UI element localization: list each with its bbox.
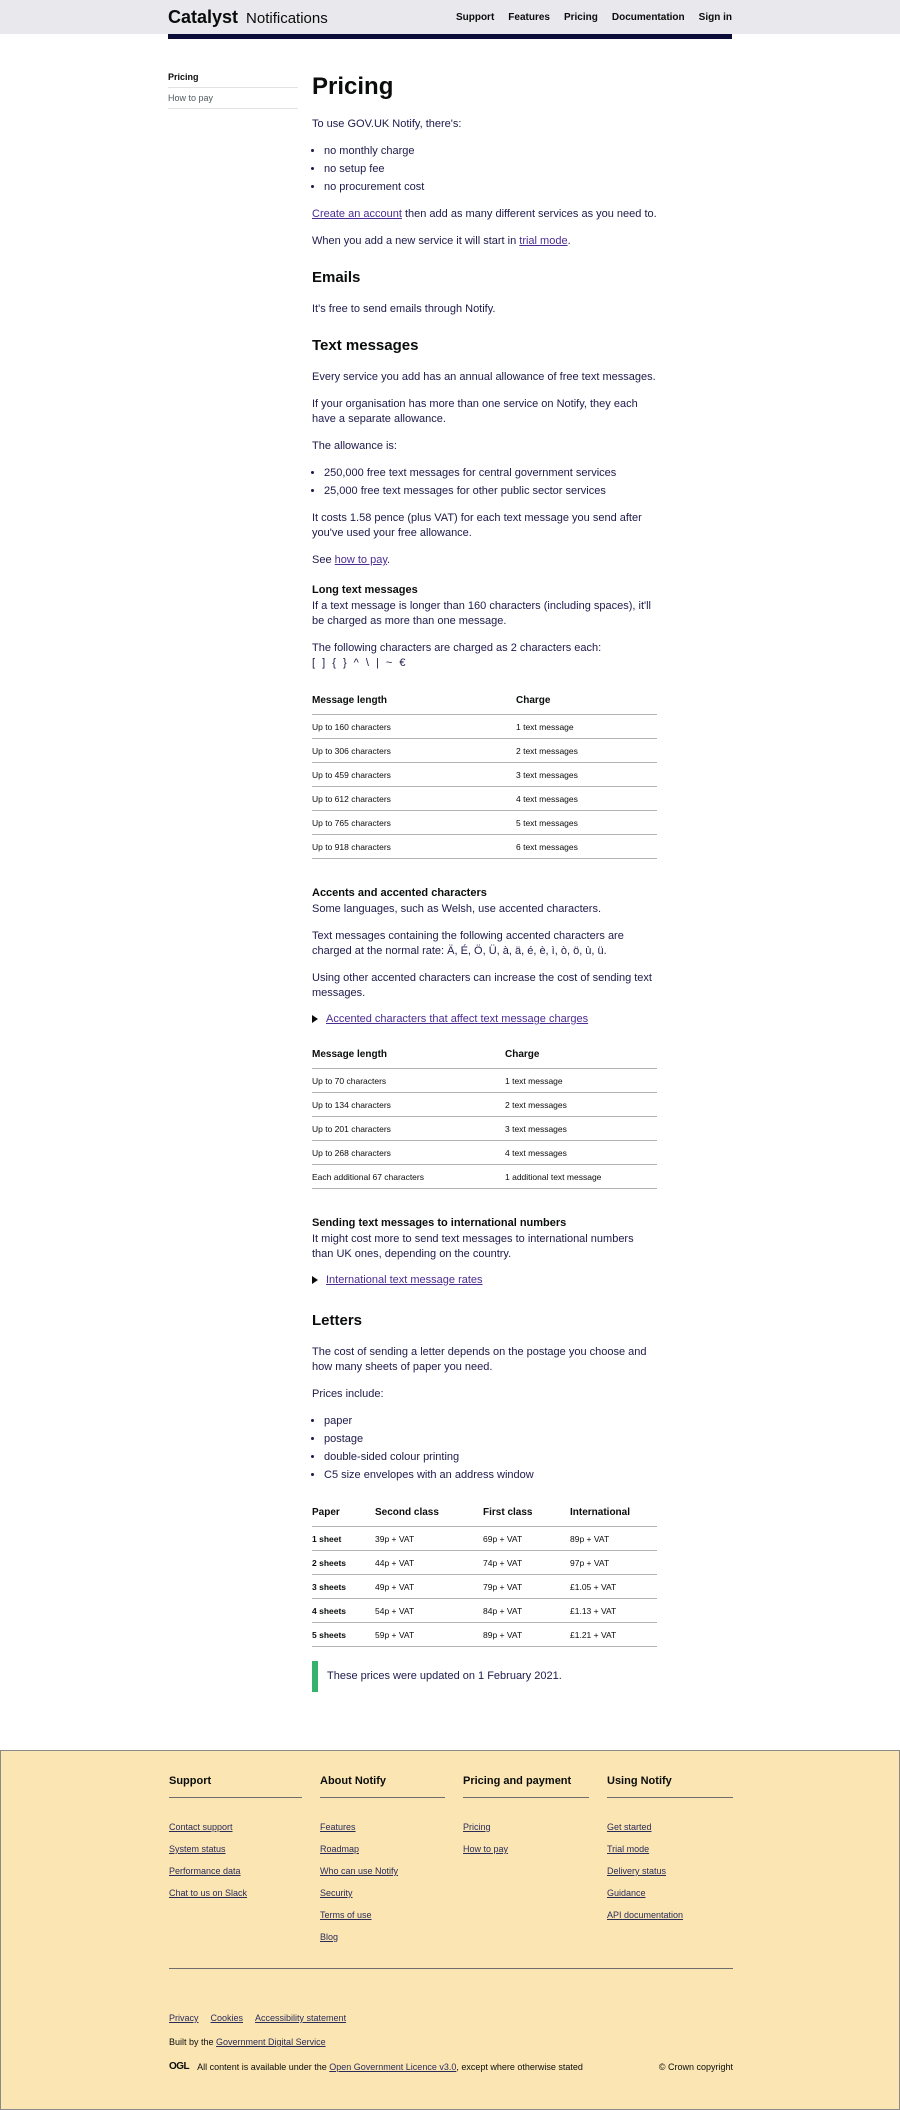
footer-heading: About Notify: [320, 1775, 445, 1798]
header-inner: [168, 0, 732, 34]
table-cell: 97p + VAT: [570, 1551, 657, 1575]
footer-link-features[interactable]: Features: [320, 1822, 356, 1832]
subnav-item-how-to-pay[interactable]: [168, 88, 298, 109]
inset-text: These prices were updated on 1 February 2021.: [327, 1670, 562, 1682]
accented-characters-summary[interactable]: Accented characters that affect text message charges: [326, 1013, 589, 1025]
site-footer: [0, 1750, 900, 2110]
footer-link-performance-data[interactable]: Performance data: [169, 1866, 241, 1876]
table-row: [312, 739, 657, 763]
trial-paragraph: [312, 234, 657, 249]
column-header: First class: [483, 1503, 570, 1527]
subnav-label: Pricing: [168, 72, 199, 82]
licence-statement: [197, 2062, 583, 2072]
see-text: See: [312, 554, 335, 566]
licence-text: [169, 2061, 583, 2072]
table-cell: 79p + VAT: [483, 1575, 570, 1599]
create-account-link[interactable]: Create an account: [312, 208, 402, 220]
table-header-row: [312, 691, 657, 715]
footer-link-blog[interactable]: Blog: [320, 1932, 339, 1942]
subnav-item-pricing[interactable]: [168, 67, 298, 88]
table-row: [312, 715, 657, 739]
footer-link-system-status[interactable]: System status: [169, 1844, 226, 1854]
table-cell: Up to 201 characters: [312, 1117, 505, 1141]
list-item: • double-sided colour printing: [324, 1450, 657, 1465]
create-account-paragraph: [312, 207, 657, 222]
table-cell: 74p + VAT: [483, 1551, 570, 1575]
letter-prices-table: [312, 1503, 657, 1647]
footer-heading: Pricing and payment: [463, 1775, 589, 1798]
footer-heading: Support: [169, 1775, 302, 1798]
trial-text-end: .: [567, 235, 571, 247]
long-text-chars-paragraph: [312, 641, 657, 671]
table-cell: £1.05 + VAT: [570, 1575, 657, 1599]
footer-link-accessibility[interactable]: Accessibility statement: [255, 2013, 347, 2023]
international-paragraph: It might cost more to send text messages to international numbers than UK ones, depending on the country.: [312, 1233, 634, 1260]
table-cell: 5 text messages: [516, 811, 657, 835]
list-item: • no monthly charge: [324, 144, 657, 159]
nav-sign-in[interactable]: Sign in: [698, 11, 732, 23]
column-header: Second class: [375, 1503, 483, 1527]
text-paragraph: The allowance is:: [312, 440, 397, 452]
intro-list: [324, 144, 657, 195]
brand: [168, 7, 328, 28]
long-text-table: [312, 691, 657, 859]
table-row: [312, 1165, 657, 1189]
table-cell: Up to 160 characters: [312, 715, 516, 739]
text-paragraph: Every service you add has an annual allowance of free text messages.: [312, 371, 656, 383]
table-cell: 1 additional text message: [505, 1165, 657, 1189]
subnav-label: How to pay: [168, 93, 214, 103]
footer-link-pricing[interactable]: Pricing: [463, 1822, 491, 1832]
international-rates-summary[interactable]: International text message rates: [326, 1274, 483, 1286]
footer-link-delivery-status[interactable]: Delivery status: [607, 1866, 667, 1876]
footer-link-roadmap[interactable]: Roadmap: [320, 1844, 360, 1854]
service-name[interactable]: Notifications: [246, 9, 328, 27]
footer-link-cookies[interactable]: Cookies: [210, 2013, 244, 2023]
expand-triangle-icon: [312, 1276, 318, 1284]
top-nav: [456, 12, 732, 23]
nav-support[interactable]: Support: [455, 11, 495, 23]
table-cell: 1 text message: [505, 1069, 657, 1093]
accents-paragraph: Using other accented characters can increase the cost of sending text messages.: [312, 972, 652, 999]
ogl-licence-link[interactable]: Open Government Licence v3.0: [329, 2061, 457, 2072]
letters-heading: Letters: [312, 1312, 363, 1329]
footer-column-pricing: [463, 1775, 607, 1954]
brand-logo[interactable]: Catalyst: [168, 6, 239, 27]
table-cell: Up to 918 characters: [312, 835, 516, 859]
table-row: [312, 1527, 657, 1551]
column-header: International: [570, 1503, 657, 1527]
table-cell: 4 text messages: [505, 1141, 657, 1165]
accents-paragraph: Text messages containing the following accented characters are charged at the normal rate: Ä, É, Ö, Ü, à, ä, é, è, ì, ò, ö, ù, ü.: [312, 930, 624, 957]
long-text-paragraph: If a text message is longer than 160 characters (including spaces), it'll be charged as more than one message.: [312, 600, 651, 627]
table-cell: 59p + VAT: [375, 1623, 483, 1647]
prices-updated-inset: [312, 1661, 657, 1692]
footer-inner: [169, 1751, 733, 2072]
main-content: [312, 67, 657, 1750]
trial-mode-link[interactable]: trial mode: [519, 235, 568, 247]
page-body: [168, 39, 732, 1750]
table-cell: 89p + VAT: [483, 1623, 570, 1647]
table-row: [312, 763, 657, 787]
licence-label-end: , except where otherwise stated: [456, 2061, 583, 2072]
column-header: Charge: [505, 1045, 657, 1069]
gds-link[interactable]: Government Digital Service: [216, 2037, 326, 2047]
table-cell: 69p + VAT: [483, 1527, 570, 1551]
table-row: [312, 1623, 657, 1647]
table-cell: 4 sheets: [312, 1599, 375, 1623]
footer-heading: Using Notify: [607, 1775, 733, 1798]
list-item: • postage: [324, 1432, 657, 1447]
table-row: [312, 811, 657, 835]
footer-column-using: [607, 1775, 733, 1954]
footer-link-security[interactable]: Security: [320, 1888, 353, 1898]
footer-columns: [169, 1775, 733, 1954]
letters-list: [324, 1414, 657, 1483]
built-by-text: [169, 2037, 733, 2047]
column-header: Message length: [312, 691, 516, 715]
text-paragraph: If your organisation has more than one service on Notify, they each have a separate allowance.: [312, 398, 638, 425]
footer-link-trial-mode[interactable]: Trial mode: [607, 1844, 650, 1854]
list-item: • 25,000 free text messages for other public sector services: [324, 484, 657, 499]
table-cell: Up to 70 characters: [312, 1069, 505, 1093]
table-cell: 3 sheets: [312, 1575, 375, 1599]
table-cell: 4 text messages: [516, 787, 657, 811]
accented-text-table: [312, 1045, 657, 1189]
text-paragraph: It costs 1.58 pence (plus VAT) for each text message you send after you've used your free allowance.: [312, 512, 642, 539]
table-cell: 3 text messages: [505, 1117, 657, 1141]
table-cell: Up to 134 characters: [312, 1093, 505, 1117]
table-cell: 44p + VAT: [375, 1551, 483, 1575]
column-header: Charge: [516, 691, 657, 715]
accented-characters-details[interactable]: [312, 1013, 657, 1025]
built-by-label: Built by the: [169, 2037, 217, 2047]
letters-paragraph: Prices include:: [312, 1388, 384, 1400]
footer-link-slack[interactable]: Chat to us on Slack: [169, 1888, 248, 1898]
table-cell: 3 text messages: [516, 763, 657, 787]
table-row: [312, 1575, 657, 1599]
column-header: Paper: [312, 1503, 375, 1527]
how-to-pay-link[interactable]: how to pay: [334, 554, 388, 566]
footer-link-terms[interactable]: Terms of use: [320, 1910, 372, 1920]
expand-triangle-icon: [312, 1015, 318, 1023]
table-row: [312, 1093, 657, 1117]
nav-pricing[interactable]: Pricing: [563, 11, 598, 23]
table-cell: Each additional 67 characters: [312, 1165, 505, 1189]
long-text-chars-intro: The following characters are charged as 2 characters each:: [312, 642, 602, 654]
table-cell: Up to 459 characters: [312, 763, 516, 787]
footer-link-who-can-use[interactable]: Who can use Notify: [320, 1866, 399, 1876]
page-title: Pricing: [312, 73, 394, 100]
long-text-heading: Long text messages: [312, 584, 418, 596]
crown-copyright: © Crown copyright: [658, 2061, 733, 2072]
table-cell: 49p + VAT: [375, 1575, 483, 1599]
footer-link-get-started[interactable]: Get started: [607, 1822, 652, 1832]
text-messages-heading: Text messages: [312, 337, 419, 354]
list-item: • no setup fee: [324, 162, 657, 177]
licence-label: All content is available under the: [197, 2061, 330, 2072]
site-header: [0, 0, 900, 34]
table-cell: 89p + VAT: [570, 1527, 657, 1551]
table-cell: 84p + VAT: [483, 1599, 570, 1623]
see-paragraph: [312, 553, 657, 568]
table-header-row: [312, 1045, 657, 1069]
table-row: [312, 1141, 657, 1165]
list-item: • C5 size envelopes with an address window: [324, 1468, 657, 1483]
footer-column-about: [320, 1775, 463, 1954]
international-heading: Sending text messages to international numbers: [312, 1217, 567, 1229]
table-cell: Up to 765 characters: [312, 811, 516, 835]
table-cell: 1 text message: [516, 715, 657, 739]
list-item: • paper: [324, 1414, 657, 1429]
table-cell: Up to 268 characters: [312, 1141, 505, 1165]
sub-navigation: [168, 67, 298, 1750]
emails-heading: Emails: [312, 269, 361, 286]
accents-heading: Accents and accented characters: [312, 887, 487, 899]
footer-divider: [169, 1968, 733, 1969]
table-cell: 1 sheet: [312, 1527, 375, 1551]
table-header-row: [312, 1503, 657, 1527]
ogl-logo-icon: OGL: [169, 2061, 190, 2072]
table-cell: 2 sheets: [312, 1551, 375, 1575]
trial-text: When you add a new service it will start in: [312, 235, 520, 247]
table-cell: 54p + VAT: [375, 1599, 483, 1623]
table-cell: 2 text messages: [505, 1093, 657, 1117]
table-cell: £1.21 + VAT: [570, 1623, 657, 1647]
footer-meta-links: [169, 2013, 733, 2023]
table-row: [312, 1551, 657, 1575]
allowance-list: [324, 466, 657, 499]
table-row: [312, 835, 657, 859]
footer-link-api-docs[interactable]: API documentation: [607, 1910, 684, 1920]
table-cell: Up to 612 characters: [312, 787, 516, 811]
table-row: [312, 787, 657, 811]
emails-text: It's free to send emails through Notify.: [312, 303, 496, 315]
list-item: • 250,000 free text messages for central government services: [324, 466, 657, 481]
footer-link-privacy[interactable]: Privacy: [169, 2013, 199, 2023]
table-row: [312, 1117, 657, 1141]
table-cell: 2 text messages: [516, 739, 657, 763]
table-row: [312, 1599, 657, 1623]
footer-link-how-to-pay[interactable]: How to pay: [463, 1844, 509, 1854]
list-item: • no procurement cost: [324, 180, 657, 195]
footer-link-guidance[interactable]: Guidance: [607, 1888, 646, 1898]
footer-link-contact-support[interactable]: Contact support: [169, 1822, 233, 1832]
table-cell: 39p + VAT: [375, 1527, 483, 1551]
see-text-end: .: [387, 554, 391, 566]
table-cell: 6 text messages: [516, 835, 657, 859]
nav-features[interactable]: Features: [508, 11, 550, 23]
create-account-text: then add as many different services as you need to.: [401, 208, 657, 220]
intro-text: To use GOV.UK Notify, there's:: [312, 118, 462, 130]
footer-column-support: [169, 1775, 320, 1954]
letters-paragraph: The cost of sending a letter depends on the postage you choose and how many sheets of paper you need.: [312, 1346, 647, 1373]
international-rates-details[interactable]: [312, 1274, 657, 1286]
special-characters: [ ] { } ^ \ | ~ €: [312, 657, 408, 669]
table-row: [312, 1069, 657, 1093]
table-cell: £1.13 + VAT: [570, 1599, 657, 1623]
table-cell: 5 sheets: [312, 1623, 375, 1647]
table-cell: Up to 306 characters: [312, 739, 516, 763]
licence-row: [169, 2061, 733, 2072]
column-header: Message length: [312, 1045, 505, 1069]
nav-documentation[interactable]: Documentation: [611, 11, 685, 23]
accents-paragraph: Some languages, such as Welsh, use accented characters.: [312, 903, 602, 915]
